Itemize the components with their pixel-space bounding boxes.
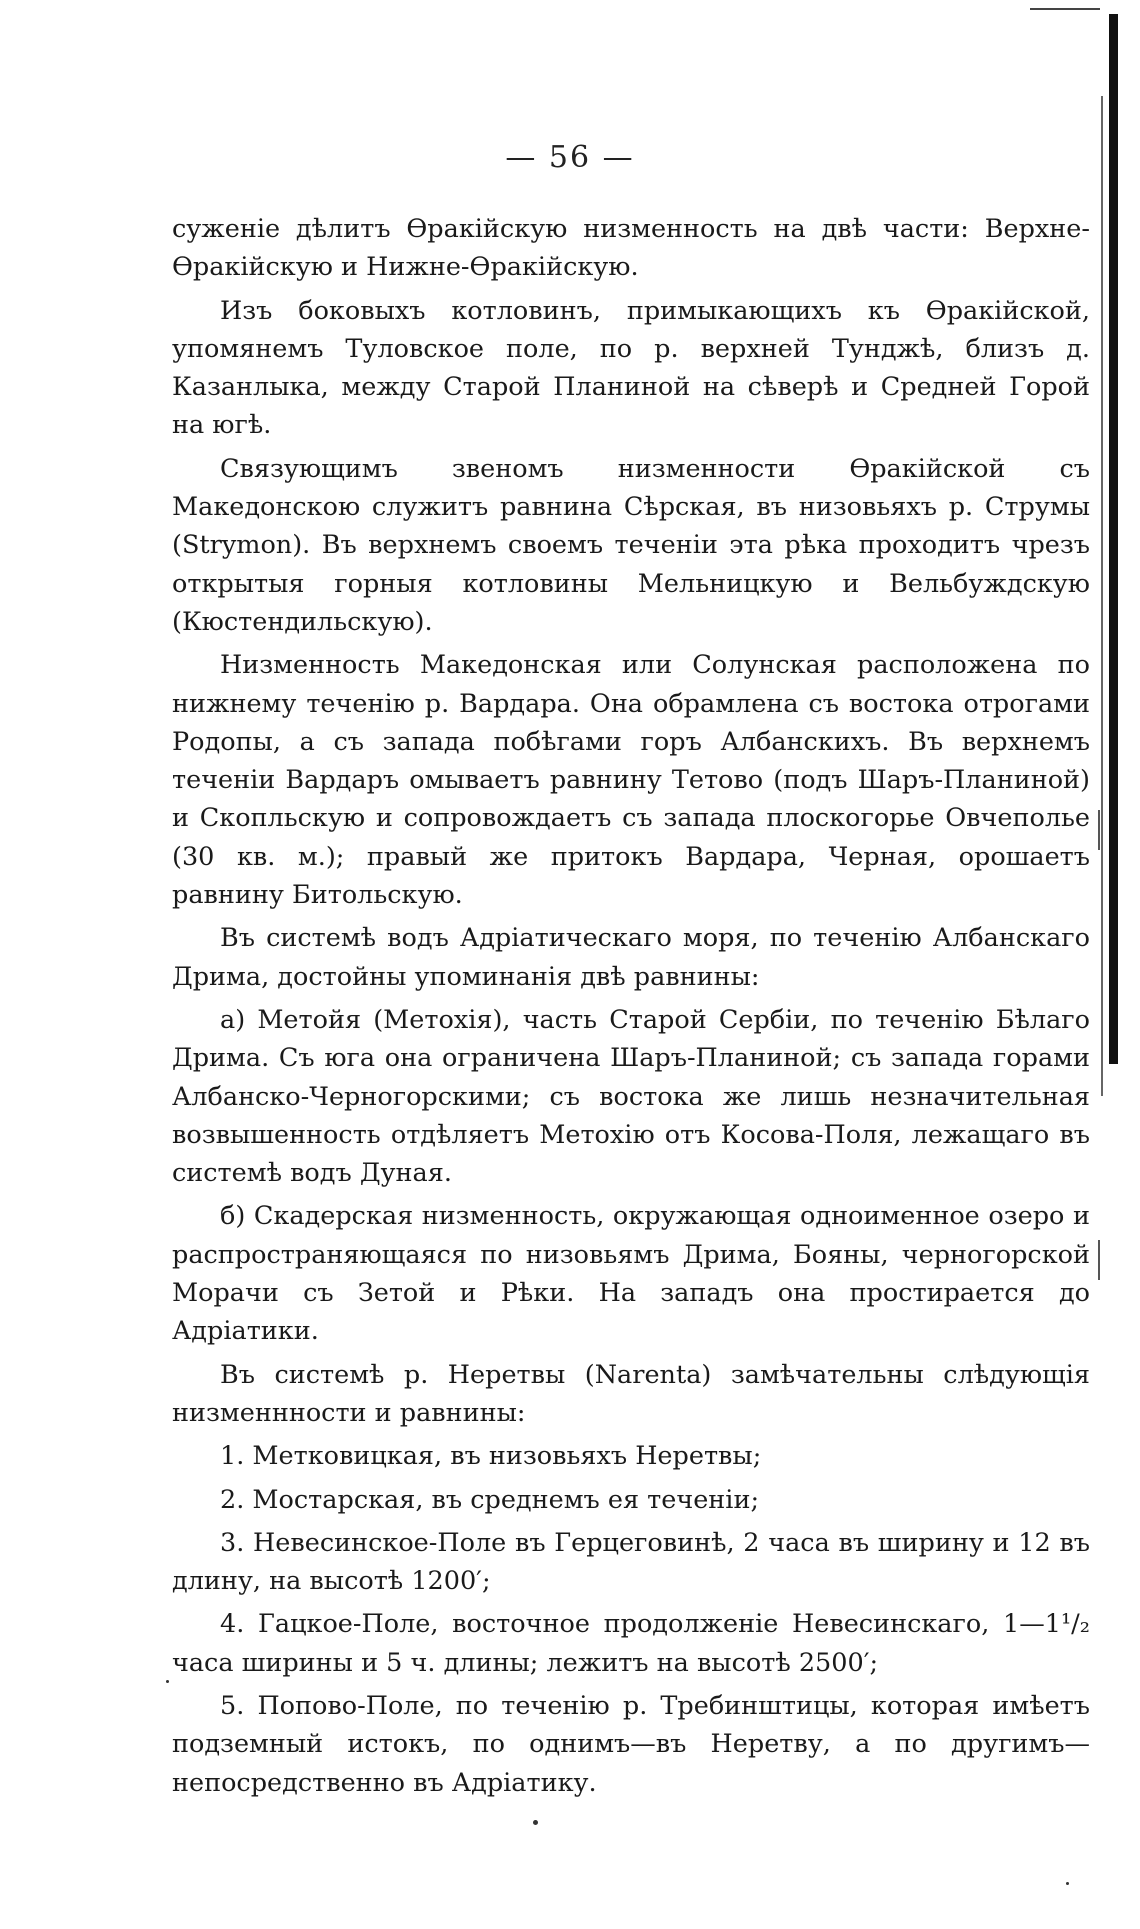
paragraph: а) Метойя (Метохія), часть Старой Сербіи, по теченію Бѣлаго Дрима. Съ юга она ограничена Шаръ-Планиной; съ запада горами Албанско-Черногорскими; съ востока же лишь незначительная возвышенность отдѣляетъ Метохію отъ Косова-Поля, лежащаго въ системѣ водъ Дуная. bbox=[172, 1004, 1090, 1189]
paragraph: Въ системѣ водъ Адріатическаго моря, по теченію Албанскаго Дрима, достойны упоминанія двѣ равнины: bbox=[172, 923, 1090, 992]
list-item: 1. Метковицкая, въ низовьяхъ Неретвы; bbox=[220, 1441, 762, 1472]
paragraph: б) Скадерская низменность, окружающая одноименное озеро и распространяющаяся по низовьямъ Дрима, Бояны, черногорской Морачи съ Зетой и Рѣки. На западъ она простирается до Адріатики. bbox=[172, 1201, 1090, 1347]
scan-speck bbox=[166, 1680, 169, 1683]
body-text bbox=[172, 210, 1090, 1807]
paragraph: Связующимъ звеномъ низменности Ѳракійской съ Македонскою служитъ равнина Сѣрская, въ низовьяхъ р. Струмы (Strymon). Въ верхнемъ своемъ теченіи эта рѣка проходитъ чрезъ открытыя горныя котловины Мельницкую и Вельбуждскую (Кюстендильскую). bbox=[172, 453, 1090, 637]
scan-mark bbox=[1030, 8, 1100, 10]
scan-edge-line bbox=[1101, 96, 1103, 1096]
scan-edge-tick bbox=[1098, 810, 1100, 850]
list-item: 4. Гацкое-Поле, восточное продолженіе Невесинскаго, 1—1¹/₂ часа ширины и 5 ч. длины; лежитъ на высотѣ 2500′; bbox=[172, 1609, 1090, 1678]
list-item: 2. Мостарская, въ среднемъ ея теченіи; bbox=[220, 1484, 760, 1515]
scan-speck bbox=[1066, 1882, 1069, 1885]
paragraph: Въ системѣ р. Неретвы (Narenta) замѣчательны слѣдующія низменнности и равнины: bbox=[172, 1359, 1090, 1428]
scan-speck bbox=[533, 1820, 538, 1825]
list-item: 5. Попово-Поле, по теченію р. Требинштицы, которая имѣетъ подземный истокъ, по однимъ—въ Неретву, а по другимъ—непосредственно въ Адріатику. bbox=[172, 1690, 1090, 1798]
paragraph: Изъ боковыхъ котловинъ, примыкающихъ къ Ѳракійской, упомянемъ Туловское поле, по р. верхней Тунджѣ, близъ д. Казанлыка, между Старой Планиной на сѣверѣ и Средней Горой на югѣ. bbox=[172, 295, 1090, 441]
scan-edge-tick bbox=[1098, 1240, 1100, 1280]
list-item: 3. Невесинское-Поле въ Герцеговинѣ, 2 часа въ ширину и 12 въ длину, на высотѣ 1200′; bbox=[172, 1527, 1090, 1597]
paragraph: суженіе дѣлитъ Ѳракійскую низменность на двѣ части: Верхне-Ѳракійскую и Нижне-Ѳракійскую. bbox=[172, 214, 1090, 283]
page-number: — 56 — bbox=[505, 140, 635, 175]
paragraph: Низменность Македонская или Солунская расположена по нижнему теченію р. Вардара. Она обрамлена съ востока отрогами Родопы, а съ запада побѣгами горъ Албанскихъ. Въ верхнемъ теченіи Вардаръ омываетъ равнину Тетово (подъ Шаръ-Планиной) и Скопльскую и сопровождаетъ съ запада плоскогорье Овчеполье (30 кв. м.); правый же притокъ Вардара, Черная, орошаетъ равнину Битольскую. bbox=[172, 650, 1090, 911]
